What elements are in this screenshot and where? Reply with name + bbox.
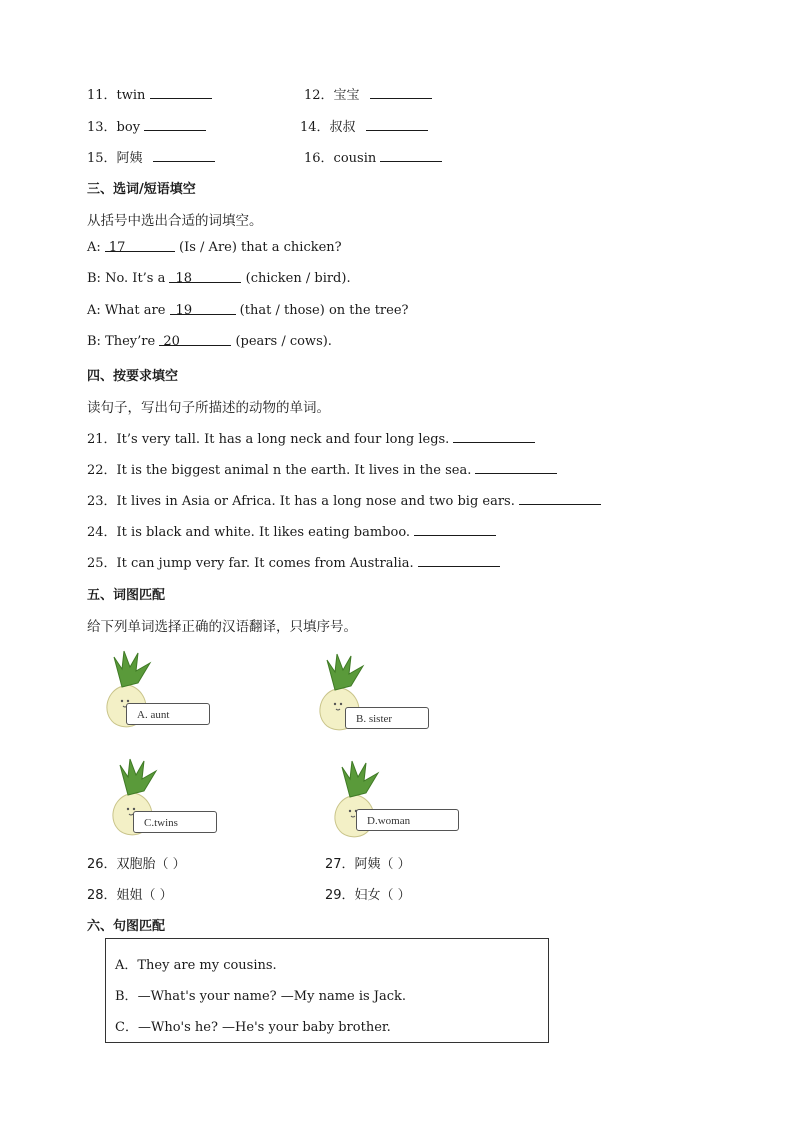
fill-line-20 bbox=[87, 334, 332, 349]
blank-number: 19 bbox=[175, 303, 193, 318]
line-prefix: A: What are bbox=[87, 303, 170, 318]
answer-blank[interactable] bbox=[366, 118, 428, 131]
vocab-word: 阿姨 bbox=[116, 151, 143, 166]
riddle-24 bbox=[87, 521, 496, 540]
blank-number: 20 bbox=[163, 334, 180, 349]
vocab-word: cousin bbox=[333, 151, 377, 166]
fill-line-18 bbox=[87, 271, 351, 286]
answer-blank[interactable] bbox=[414, 523, 496, 536]
sentence-option-b bbox=[115, 985, 406, 1004]
riddle-25 bbox=[87, 552, 500, 571]
riddle-23 bbox=[87, 490, 601, 509]
line-suffix: (Is / Are) that a chicken? bbox=[174, 240, 342, 255]
question-number: 11． bbox=[87, 88, 117, 103]
vocab-item-13 bbox=[87, 116, 206, 135]
fill-line-19 bbox=[87, 303, 409, 318]
answer-blank[interactable] bbox=[380, 149, 442, 162]
match-question-27[interactable] bbox=[325, 853, 411, 872]
line-prefix: B: They’re bbox=[87, 334, 160, 349]
answer-blank[interactable] bbox=[159, 334, 231, 349]
line-suffix: (chicken / bird). bbox=[241, 271, 351, 286]
picture-label-d: D.woman bbox=[356, 809, 459, 831]
answer-blank[interactable] bbox=[475, 461, 557, 474]
question-number: 29． bbox=[325, 888, 355, 903]
question-text: 阿姨（ ） bbox=[354, 857, 411, 872]
question-text: 姐姐（ ） bbox=[116, 888, 173, 903]
answer-blank[interactable] bbox=[370, 86, 432, 99]
section-4-instruction: 读句子，写出句子所描述的动物的单词。 bbox=[87, 400, 330, 416]
vocab-word: 叔叔 bbox=[329, 120, 356, 135]
question-number: 12． bbox=[304, 88, 334, 103]
question-number: 27． bbox=[325, 857, 355, 872]
option-label: A． bbox=[115, 958, 138, 973]
question-text: 双胞胎（ ） bbox=[116, 857, 186, 872]
question-number: 21． bbox=[87, 432, 117, 447]
picture-label-b: B. sister bbox=[345, 707, 429, 729]
fill-line-17 bbox=[87, 240, 342, 255]
answer-blank[interactable] bbox=[170, 303, 236, 318]
riddle-text: It is black and white. It likes eating bamboo. bbox=[116, 525, 415, 540]
answer-blank[interactable] bbox=[453, 430, 535, 443]
sentence-option-a bbox=[115, 954, 277, 973]
riddle-text: It lives in Asia or Africa. It has a long nose and two big ears. bbox=[116, 494, 519, 509]
question-number: 24． bbox=[87, 525, 117, 540]
question-number: 14． bbox=[300, 120, 330, 135]
section-3-heading: 三、选词/短语填空 bbox=[87, 182, 196, 197]
picture-label-a: A. aunt bbox=[126, 703, 210, 725]
riddle-text: It can jump very far. It comes from Australia. bbox=[116, 556, 418, 571]
section-5-instruction: 给下列单词选择正确的汉语翻译，只填序号。 bbox=[87, 619, 357, 635]
option-text: —Who's he? —He's your baby brother. bbox=[137, 1020, 391, 1035]
question-number: 15． bbox=[87, 151, 117, 166]
option-label: C． bbox=[115, 1020, 138, 1035]
section-4-heading: 四、按要求填空 bbox=[87, 369, 179, 384]
match-question-28[interactable] bbox=[87, 884, 173, 903]
match-question-26[interactable] bbox=[87, 853, 186, 872]
option-text: —What's your name? —My name is Jack. bbox=[137, 989, 407, 1004]
question-number: 23． bbox=[87, 494, 117, 509]
answer-blank[interactable] bbox=[169, 271, 241, 286]
turnip-picture-d bbox=[320, 753, 470, 848]
question-number: 16． bbox=[304, 151, 334, 166]
question-number: 28． bbox=[87, 888, 117, 903]
line-prefix: B: No. It’s a bbox=[87, 271, 170, 286]
vocab-item-15 bbox=[87, 147, 215, 166]
answer-blank[interactable] bbox=[150, 86, 212, 99]
section-6-heading: 六、句图匹配 bbox=[87, 919, 166, 934]
line-suffix: (pears / cows). bbox=[231, 334, 332, 349]
question-number: 26． bbox=[87, 857, 117, 872]
question-number: 22． bbox=[87, 463, 117, 478]
question-number: 25． bbox=[87, 556, 117, 571]
vocab-word: 宝宝 bbox=[333, 88, 360, 103]
picture-label-c: C.twins bbox=[133, 811, 217, 833]
sentence-option-c bbox=[115, 1016, 391, 1035]
answer-blank[interactable] bbox=[144, 118, 206, 131]
vocab-word: boy bbox=[116, 120, 141, 135]
answer-blank[interactable] bbox=[153, 149, 215, 162]
answer-blank[interactable] bbox=[418, 554, 500, 567]
option-label: B． bbox=[115, 989, 138, 1004]
vocab-item-12 bbox=[304, 84, 432, 103]
riddle-text: It’s very tall. It has a long neck and four long legs. bbox=[116, 432, 454, 447]
answer-blank[interactable] bbox=[105, 240, 175, 255]
match-question-29[interactable] bbox=[325, 884, 411, 903]
vocab-item-16 bbox=[304, 147, 442, 166]
vocab-item-11 bbox=[87, 84, 212, 103]
vocab-item-14 bbox=[300, 116, 428, 135]
question-number: 13． bbox=[87, 120, 117, 135]
section-5-heading: 五、词图匹配 bbox=[87, 588, 166, 603]
section-3-instruction: 从括号中选出合适的词填空。 bbox=[87, 213, 263, 229]
blank-number: 18 bbox=[175, 271, 193, 286]
line-prefix: A: bbox=[87, 240, 105, 255]
vocab-word: twin bbox=[116, 88, 146, 103]
question-text: 妇女（ ） bbox=[354, 888, 411, 903]
riddle-text: It is the biggest animal n the earth. It lives in the sea. bbox=[116, 463, 476, 478]
blank-number: 17 bbox=[108, 240, 126, 255]
line-suffix: (that / those) on the tree? bbox=[235, 303, 409, 318]
answer-blank[interactable] bbox=[519, 492, 601, 505]
riddle-22 bbox=[87, 459, 557, 478]
riddle-21 bbox=[87, 428, 535, 447]
option-text: They are my cousins. bbox=[137, 958, 277, 973]
